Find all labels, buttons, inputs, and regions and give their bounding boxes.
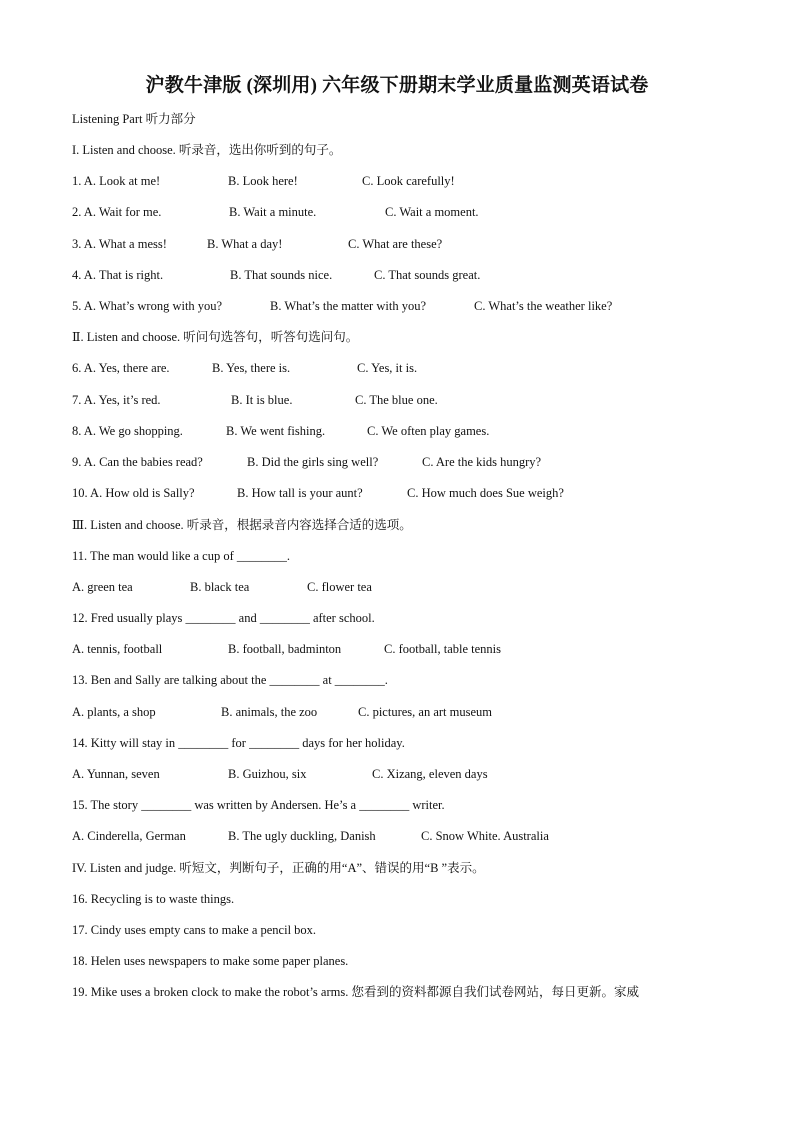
- question-1-option-c: C. Look carefully!: [362, 174, 455, 188]
- part-heading: Listening Part 听力部分: [72, 112, 196, 126]
- question-5-option-a: 5. A. What’s wrong with you?: [72, 299, 223, 313]
- section-2-heading: Ⅱ. Listen and choose. 听问句选答句，听答句选问句。: [72, 330, 359, 344]
- question-4-option-a: 4. A. That is right.: [72, 268, 164, 282]
- question-16: 16. Recycling is to waste things.: [72, 892, 235, 906]
- question-8-option-a: 8. A. We go shopping.: [72, 424, 183, 438]
- question-14-stem: 14. Kitty will stay in ________ for ________ days for her holiday.: [72, 736, 405, 750]
- question-13-option-c: C. pictures, an art museum: [358, 705, 492, 719]
- question-2-option-b: B. Wait a minute.: [229, 205, 317, 219]
- question-15-option-b: B. The ugly duckling, Danish: [228, 829, 376, 843]
- question-3-option-b: B. What a day!: [207, 237, 283, 251]
- question-14-option-c: C. Xizang, eleven days: [372, 767, 488, 781]
- question-1-option-a: 1. A. Look at me!: [72, 174, 161, 188]
- question-5-option-c: C. What’s the weather like?: [474, 299, 613, 313]
- question-12-option-c: C. football, table tennis: [384, 642, 501, 656]
- question-6-option-c: C. Yes, it is.: [357, 361, 418, 375]
- question-10-option-c: C. How much does Sue weigh?: [407, 486, 564, 500]
- question-10-option-a: 10. A. How old is Sally?: [72, 486, 195, 500]
- question-14-option-a: A. Yunnan, seven: [72, 767, 160, 781]
- question-12-option-a: A. tennis, football: [72, 642, 163, 656]
- question-19: 19. Mike uses a broken clock to make the robot’s arms. 您看到的资料都源自我们试卷网站，每日更新。家威: [72, 985, 639, 999]
- question-13-option-b: B. animals, the zoo: [221, 705, 318, 719]
- question-11-option-b: B. black tea: [190, 580, 250, 594]
- question-9-option-a: 9. A. Can the babies read?: [72, 455, 203, 469]
- question-11-option-c: C. flower tea: [307, 580, 372, 594]
- question-15-option-c: C. Snow White. Australia: [421, 829, 549, 843]
- question-12-option-b: B. football, badminton: [228, 642, 342, 656]
- question-2-option-c: C. Wait a moment.: [385, 205, 479, 219]
- question-7-option-b: B. It is blue.: [231, 393, 293, 407]
- exam-title: 沪教牛津版 (深圳用) 六年级下册期末学业质量监测英语试卷: [145, 75, 649, 96]
- question-4-option-c: C. That sounds great.: [374, 268, 481, 282]
- question-5-option-b: B. What’s the matter with you?: [270, 299, 426, 313]
- question-13-option-a: A. plants, a shop: [72, 705, 156, 719]
- question-12-stem: 12. Fred usually plays ________ and ________ after school.: [72, 611, 375, 625]
- question-1-option-b: B. Look here!: [228, 174, 298, 188]
- question-15-option-a: A. Cinderella, German: [72, 829, 186, 843]
- question-14-option-b: B. Guizhou, six: [228, 767, 307, 781]
- question-9-option-c: C. Are the kids hungry?: [422, 455, 542, 469]
- question-18: 18. Helen uses newspapers to make some paper planes.: [72, 954, 349, 968]
- question-11-option-a: A. green tea: [72, 580, 133, 594]
- question-8-option-c: C. We often play games.: [367, 424, 490, 438]
- question-13-stem: 13. Ben and Sally are talking about the ________ at ________.: [72, 673, 388, 687]
- question-7-option-a: 7. A. Yes, it’s red.: [72, 393, 161, 407]
- question-2-option-a: 2. A. Wait for me.: [72, 205, 162, 219]
- question-3-option-c: C. What are these?: [348, 237, 443, 251]
- question-8-option-b: B. We went fishing.: [226, 424, 326, 438]
- question-3-option-a: 3. A. What a mess!: [72, 237, 167, 251]
- section-1-heading: I. Listen and choose. 听录音，选出你听到的句子。: [72, 143, 342, 157]
- question-15-stem: 15. The story ________ was written by Andersen. He’s a ________ writer.: [72, 798, 445, 812]
- question-4-option-b: B. That sounds nice.: [230, 268, 333, 282]
- section-3-heading: Ⅲ. Listen and choose. 听录音，根据录音内容选择合适的选项。: [72, 518, 412, 532]
- question-6-option-b: B. Yes, there is.: [212, 361, 291, 375]
- question-7-option-c: C. The blue one.: [355, 393, 438, 407]
- question-9-option-b: B. Did the girls sing well?: [247, 455, 379, 469]
- question-17: 17. Cindy uses empty cans to make a pencil box.: [72, 923, 317, 937]
- question-10-option-b: B. How tall is your aunt?: [237, 486, 363, 500]
- question-11-stem: 11. The man would like a cup of ________.: [72, 549, 291, 563]
- question-6-option-a: 6. A. Yes, there are.: [72, 361, 170, 375]
- section-4-heading: IV. Listen and judge. 听短文，判断句子，正确的用“A”、错误的用“B ”表示。: [72, 861, 485, 875]
